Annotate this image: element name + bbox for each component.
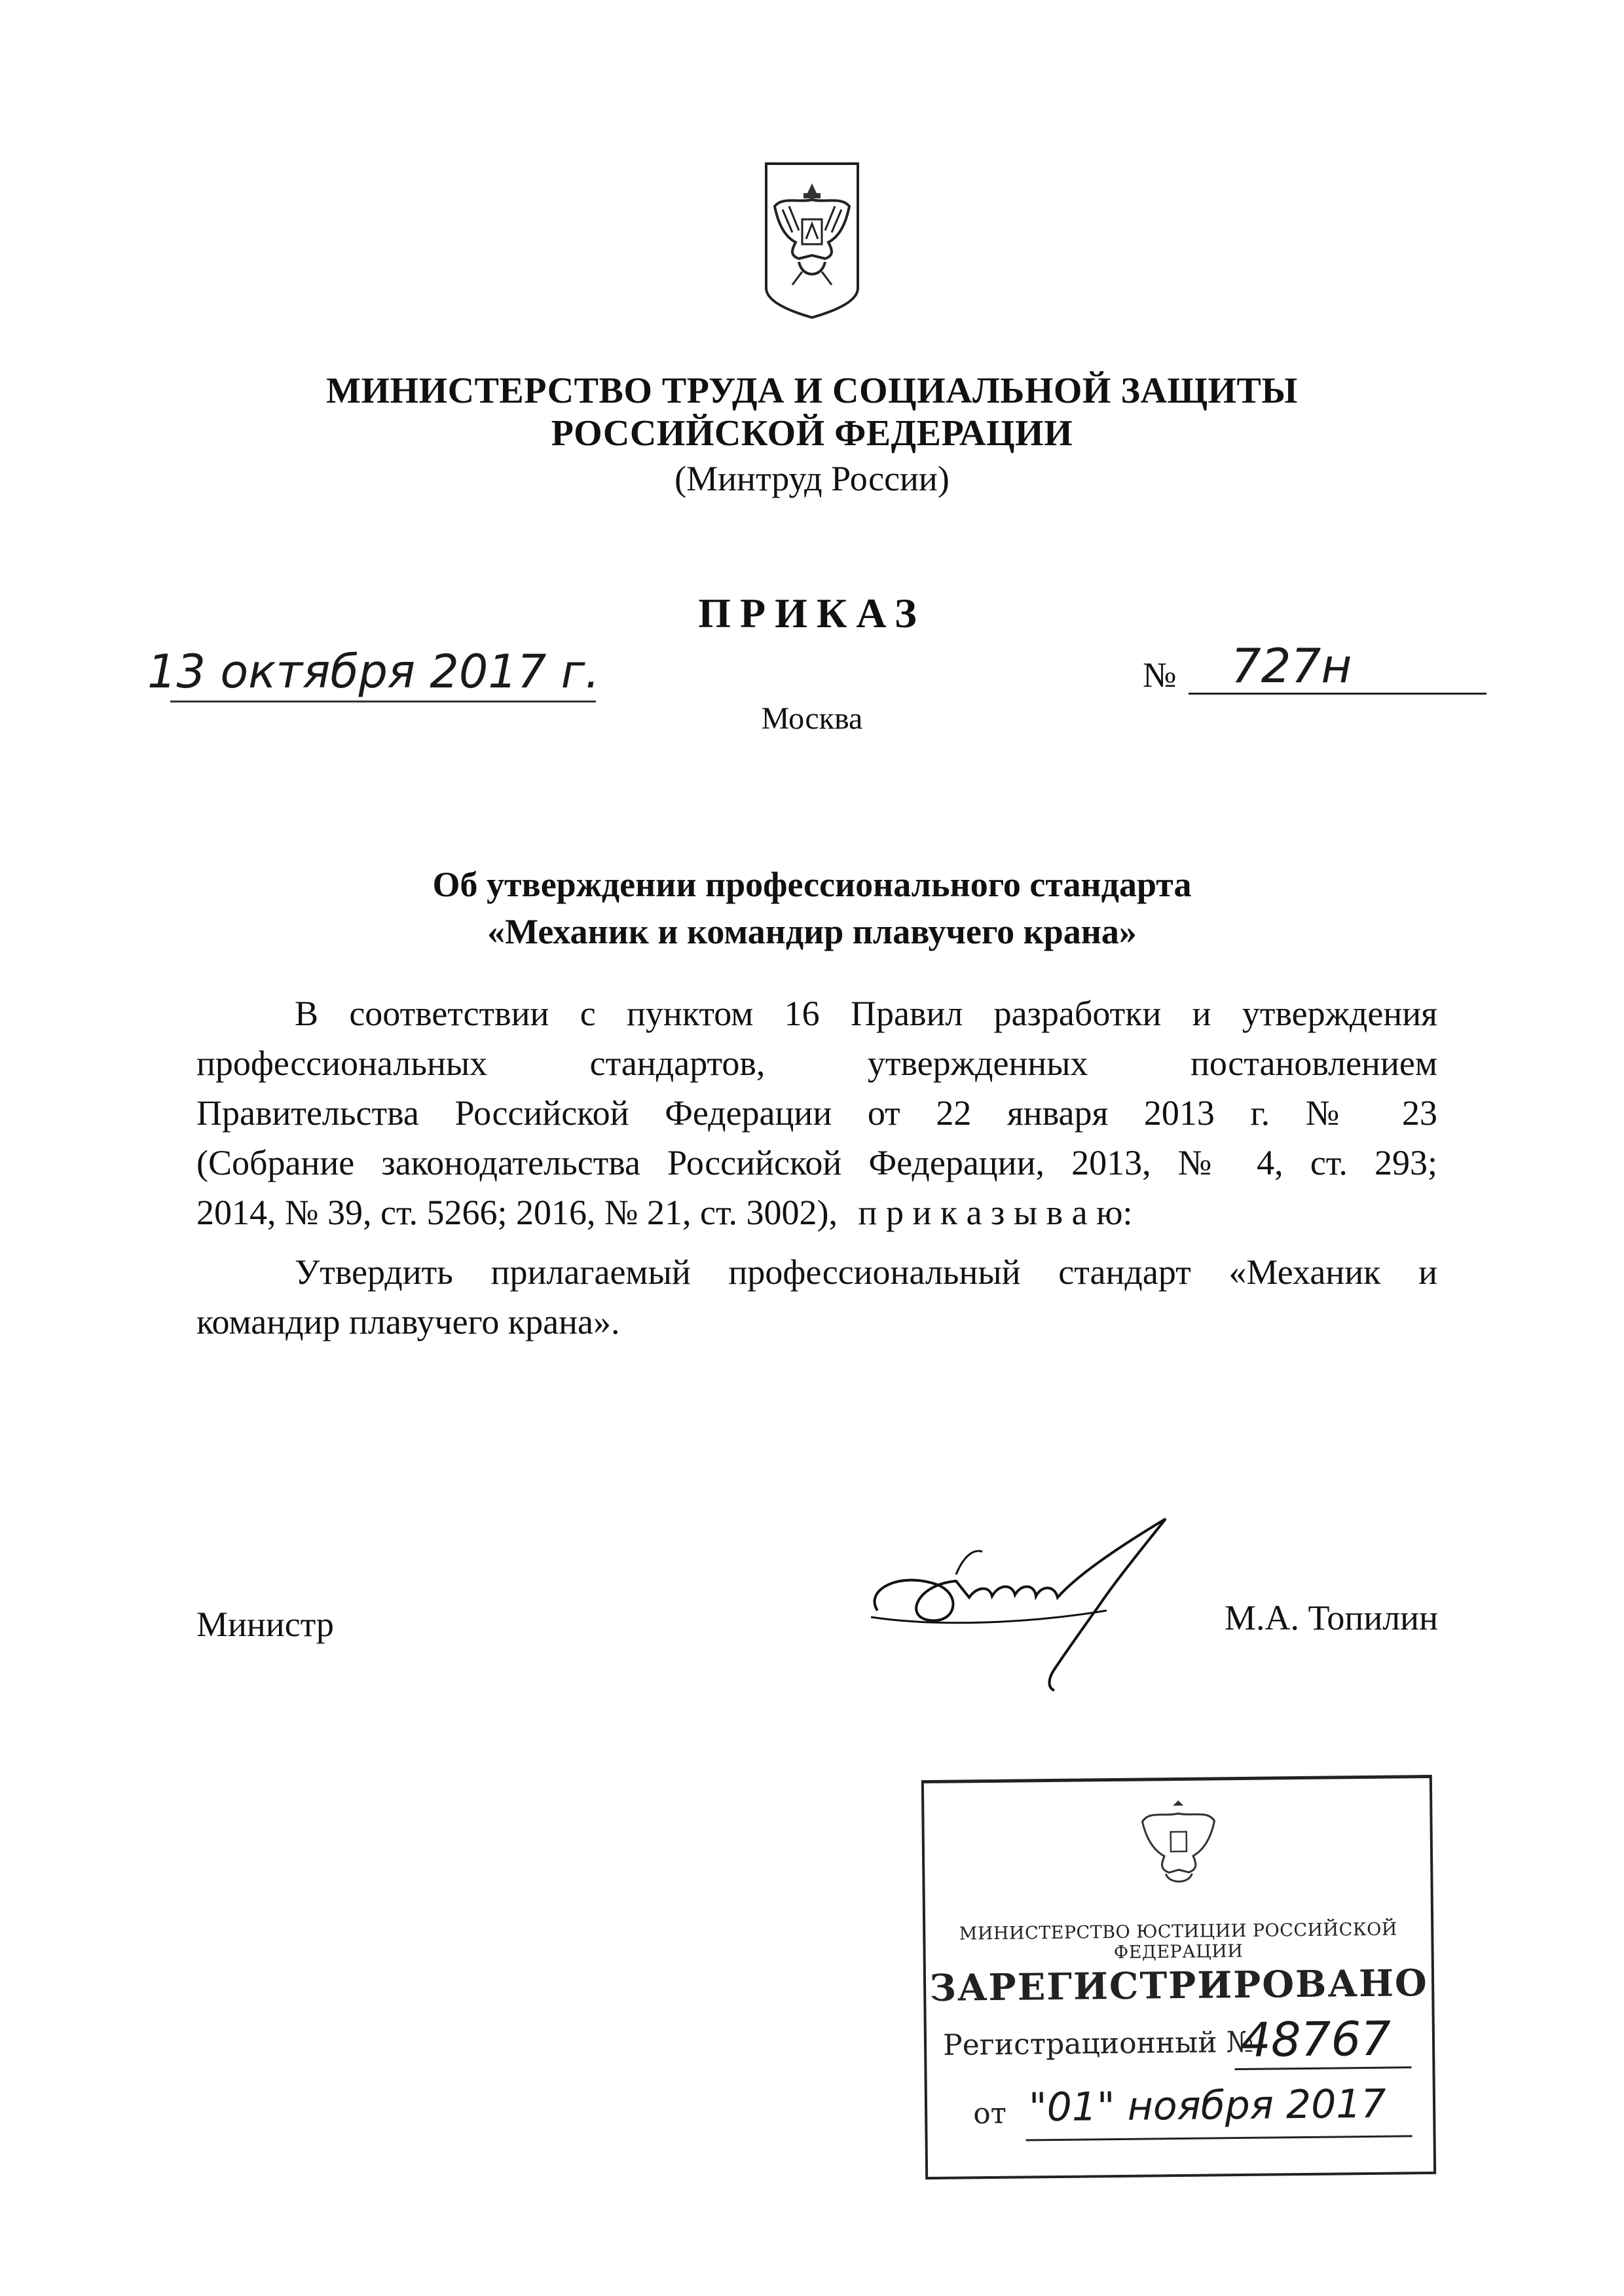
p1-line-4: (Собрание законодательства Российской Федерации, 2013, № 4, ст. 293;	[196, 1143, 1437, 1182]
stamp-emblem	[1132, 1800, 1225, 1886]
signatory-position: Министр	[196, 1605, 334, 1644]
registration-stamp	[921, 1775, 1436, 2179]
p1-last-text: 2014, № 39, ст. 5266; 2016, № 21, ст. 3002),	[196, 1193, 838, 1232]
handwritten-signature	[858, 1512, 1225, 1696]
ministry-name-line1: МИНИСТЕРСТВО ТРУДА И СОЦИАЛЬНОЙ ЗАЩИТЫ	[326, 371, 1298, 411]
stamp-reg-label: Регистрационный №	[942, 2025, 1254, 2062]
body-paragraph-1	[196, 989, 1437, 1237]
subject-line1: Об утверждении профессионального стандарта	[432, 865, 1192, 904]
p2-line-1: Утвердить прилагаемый профессиональный стандарт «Механик и	[295, 1252, 1437, 1292]
ministry-name-line2: РОССИЙСКОЙ ФЕДЕРАЦИИ	[551, 413, 1073, 454]
p1-order-word: п р и к а з ы в а ю:	[858, 1193, 1133, 1232]
document-type: ПРИКАЗ	[698, 590, 926, 636]
signatory-name: М.А. Топилин	[1225, 1598, 1438, 1637]
subject-line2: «Механик и командир плавучего крана»	[487, 912, 1137, 951]
stamp-reg-number: 48767	[1240, 2011, 1392, 2068]
stamp-date-prefix: от	[972, 2096, 1007, 2131]
coat-of-arms-emblem	[763, 157, 861, 321]
order-date-handwritten: 13 октября 2017 г.	[147, 645, 600, 699]
stamp-date-underline	[1026, 2135, 1412, 2141]
order-number-label: №	[1143, 655, 1177, 695]
stamp-organization: МИНИСТЕРСТВО ЮСТИЦИИ РОССИЙСКОЙ ФЕДЕРАЦИИ	[959, 1919, 1397, 1963]
order-number-handwritten: 727н	[1231, 638, 1352, 693]
city: Москва	[761, 701, 863, 736]
ministry-short-name: (Минтруд России)	[674, 459, 950, 498]
p1-line-1: В соответствии с пунктом 16 Правил разработки и утверждения	[295, 994, 1437, 1033]
stamp-status: ЗАРЕГИСТРИРОВАНО	[929, 1961, 1429, 2010]
body-paragraph-2	[196, 1247, 1437, 1347]
p1-line-3: Правительства Российской Федерации от 22 января 2013 г. № 23	[196, 1093, 1437, 1133]
p1-line-5	[196, 1188, 1437, 1237]
stamp-date-value: "01" ноября 2017	[1028, 2081, 1387, 2131]
p2-line-2: командир плавучего крана».	[196, 1302, 620, 1341]
number-underline	[1189, 693, 1486, 695]
p1-line-2: профессиональных стандартов, утвержденных постановлением	[196, 1044, 1437, 1083]
